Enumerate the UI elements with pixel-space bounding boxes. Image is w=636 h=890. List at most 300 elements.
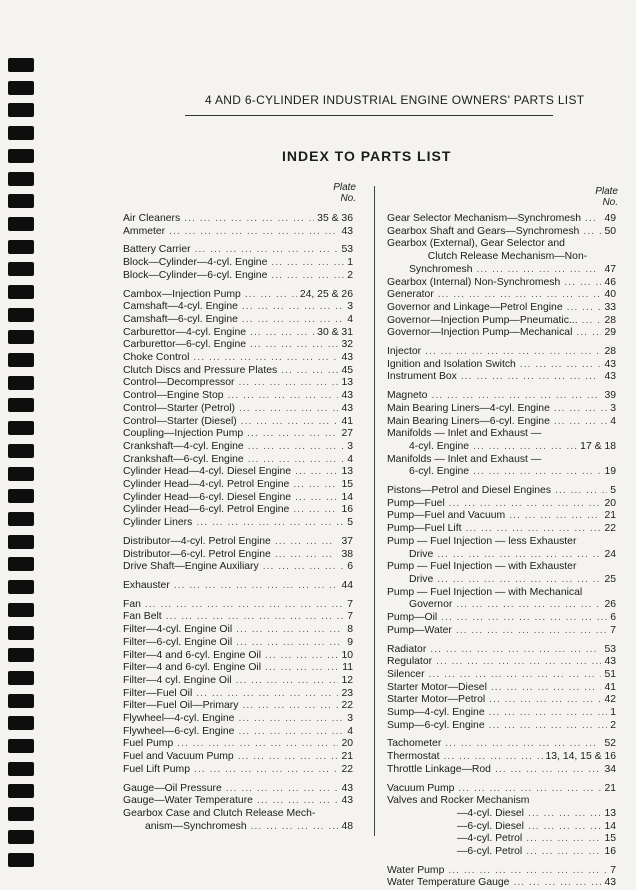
leader-dots xyxy=(232,675,339,688)
plate-number: 3 xyxy=(347,713,353,725)
leader-dots xyxy=(505,510,601,523)
entry-name: Cylinder Liners xyxy=(123,517,193,529)
plate-number: 13 xyxy=(604,807,616,819)
plate-number: 5 xyxy=(610,485,616,497)
leader-dots xyxy=(433,574,601,587)
plate-number: 4 xyxy=(610,415,616,427)
leader-dots xyxy=(433,549,601,562)
leader-dots xyxy=(222,783,339,796)
plate-number: 38 xyxy=(341,548,353,560)
entry-name: Battery Carrier xyxy=(123,244,191,256)
leader-dots xyxy=(241,289,297,302)
plate-number: 14 xyxy=(341,491,353,503)
leader-dots xyxy=(261,650,338,663)
plate-number: 20 xyxy=(341,738,353,750)
entry-name: Injector xyxy=(387,346,422,358)
index-entry xyxy=(123,314,353,327)
leader-dots xyxy=(522,846,601,859)
leader-dots xyxy=(560,277,601,290)
entry-name: Pump—Water xyxy=(387,624,452,636)
index-entry xyxy=(387,428,616,453)
leader-dots xyxy=(485,707,608,720)
binding-hole xyxy=(8,330,34,344)
plate-number: 6 xyxy=(347,561,353,573)
entry-line: Synchromesh xyxy=(409,263,473,275)
index-entry xyxy=(387,751,616,764)
leader-dots xyxy=(244,454,345,467)
index-entry xyxy=(123,454,353,467)
index-entry xyxy=(123,580,353,593)
plate-number: 20 xyxy=(604,497,616,509)
entry-name: Magneto xyxy=(387,390,428,402)
plate-number: 40 xyxy=(604,289,616,301)
plate-number: 16 xyxy=(341,504,353,516)
index-entry xyxy=(387,403,616,416)
leader-dots xyxy=(551,485,607,498)
plate-number: 35 & 36 xyxy=(317,213,353,224)
index-entry xyxy=(387,536,616,561)
entry-line: Gearbox (External), Gear Selector and xyxy=(387,238,565,250)
entry-name: Camshaft—6-cyl. Engine xyxy=(123,313,238,325)
leader-dots xyxy=(237,416,339,429)
index-entry xyxy=(387,783,616,796)
entry-line: Manifolds — Inlet and Exhaust — xyxy=(387,428,542,440)
leader-dots xyxy=(247,821,339,834)
entry-name: Gearbox Shaft and Gears—Synchromesh xyxy=(387,225,580,237)
index-entry xyxy=(123,301,353,314)
leader-dots xyxy=(289,479,338,492)
leader-dots xyxy=(485,720,608,733)
plate-number: 22 xyxy=(604,523,616,535)
leader-dots xyxy=(516,359,602,372)
index-entry xyxy=(387,833,616,846)
leader-dots xyxy=(232,637,344,650)
index-entry xyxy=(387,682,616,695)
entry-name: Fuel and Vacuum Pump xyxy=(123,751,234,763)
entry-name: —4-cyl. Diesel xyxy=(457,807,524,819)
leader-dots xyxy=(235,403,338,416)
binding-hole xyxy=(8,172,34,186)
binding-hole xyxy=(8,807,34,821)
entry-name: Distributor—4-cyl. Petrol Engine xyxy=(123,535,271,547)
index-entry xyxy=(387,612,616,625)
leader-dots xyxy=(578,315,602,328)
entry-name: Filter—Fuel Oil—Primary xyxy=(123,700,239,712)
entry-line: Pump — Fuel Injection — with Mechanical xyxy=(387,586,583,598)
index-entry xyxy=(123,808,353,833)
plate-number: 13, 14, 15 & 16 xyxy=(545,751,616,763)
plate-number: 43 xyxy=(341,402,353,414)
plate-number: 5 xyxy=(347,517,353,529)
leader-dots xyxy=(462,523,602,536)
binding-hole xyxy=(8,353,34,367)
binding-hole xyxy=(8,762,34,776)
entry-line: Clutch Release Mechanism—Non- xyxy=(427,251,588,263)
index-entry xyxy=(387,346,616,359)
binding-hole xyxy=(8,784,34,798)
entry-line: Pump — Fuel Injection — less Exhauster xyxy=(387,535,577,547)
plate-no-label-left: Plate No. xyxy=(333,182,356,204)
plate-number: 25 xyxy=(604,573,616,585)
leader-dots xyxy=(253,795,338,808)
leader-dots xyxy=(421,346,601,359)
binding-hole xyxy=(8,421,34,435)
index-entry xyxy=(387,669,616,682)
plate-number: 27 xyxy=(341,428,353,440)
index-entry xyxy=(123,289,353,302)
leader-dots xyxy=(192,517,344,530)
entry-name: Filter—4 cyl. Engine Oil xyxy=(123,674,232,686)
leader-dots xyxy=(454,783,601,796)
index-entry xyxy=(123,700,353,713)
plate-number: 9 xyxy=(347,636,353,648)
index-entry xyxy=(387,694,616,707)
plate-number: 52 xyxy=(604,738,616,750)
leader-dots xyxy=(162,611,345,624)
page-header: 4 AND 6-CYLINDER INDUSTRIAL ENGINE OWNERS' PARTS LIST xyxy=(205,93,585,107)
plate-number: 34 xyxy=(604,763,616,775)
index-entry xyxy=(387,707,616,720)
index-entry xyxy=(123,561,353,574)
entry-name: Filter—4-cyl. Engine Oil xyxy=(123,624,233,636)
binding-hole xyxy=(8,853,34,867)
entry-name: Governor—Injection Pump—Mechanical xyxy=(387,327,573,339)
leader-dots xyxy=(572,327,601,340)
entry-name: Thermostat xyxy=(387,751,440,763)
leader-dots xyxy=(261,662,339,675)
index-column-right xyxy=(387,213,616,890)
plate-number: 28 xyxy=(604,346,616,358)
plate-number: 10 xyxy=(341,649,353,661)
leader-dots xyxy=(524,808,601,821)
leader-dots xyxy=(190,764,338,777)
leader-dots xyxy=(238,314,344,327)
index-entry xyxy=(387,656,616,669)
index-entry xyxy=(123,377,353,390)
leader-dots xyxy=(550,416,607,429)
entry-name: Fan xyxy=(123,598,141,610)
entry-line: Pump — Fuel Injection — with Exhauster xyxy=(387,561,577,573)
leader-dots xyxy=(432,656,601,669)
leader-dots xyxy=(457,371,602,384)
entry-name: Gauge—Oil Pressure xyxy=(123,782,222,794)
plate-number: 15 xyxy=(604,833,616,845)
entry-name: Camshaft—4-cyl. Engine xyxy=(123,301,238,313)
entry-name: Control—Starter (Petrol) xyxy=(123,402,236,414)
entry-name: Flywheel—6-cyl. Engine xyxy=(123,725,235,737)
plate-number: 29 xyxy=(604,327,616,339)
entry-name: Gauge—Water Temperature xyxy=(123,795,253,807)
entry-line: Governor xyxy=(409,599,453,611)
binding-hole xyxy=(8,240,34,254)
entry-name: Starter Motor—Diesel xyxy=(387,681,487,693)
entry-name: Silencer xyxy=(387,668,425,680)
binding-hole xyxy=(8,535,34,549)
plate-number: 12 xyxy=(341,674,353,686)
index-entry xyxy=(123,536,353,549)
index-entry xyxy=(387,561,616,586)
binding-hole xyxy=(8,217,34,231)
leader-dots xyxy=(469,441,577,454)
binding-hole xyxy=(8,444,34,458)
entry-name: —4-cyl. Petrol xyxy=(457,833,523,845)
plate-number: 26 xyxy=(604,599,616,611)
index-entry xyxy=(123,441,353,454)
leader-dots xyxy=(271,549,339,562)
entry-name: Pump—Fuel and Vacuum xyxy=(387,510,506,522)
leader-dots xyxy=(271,536,339,549)
index-entry xyxy=(123,213,353,226)
entry-line: 4-cyl. Engine xyxy=(409,440,470,452)
plate-number: 37 xyxy=(341,535,353,547)
plate-number: 19 xyxy=(604,466,616,478)
binding-hole xyxy=(8,398,34,412)
leader-dots xyxy=(232,624,344,637)
leader-dots xyxy=(165,226,338,239)
index-entry xyxy=(387,390,616,403)
leader-dots xyxy=(550,403,607,416)
plate-number: 43 xyxy=(341,795,353,807)
plate-number: 14 xyxy=(604,820,616,832)
entry-name: Pump—Oil xyxy=(387,612,438,624)
binding-hole xyxy=(8,489,34,503)
index-entry xyxy=(387,226,616,239)
index-entry xyxy=(123,517,353,530)
leader-dots xyxy=(192,688,338,701)
entry-name: —6-cyl. Diesel xyxy=(457,820,524,832)
plate-number: 23 xyxy=(341,687,353,699)
entry-name: Sump—4-cyl. Engine xyxy=(387,707,485,719)
index-entry xyxy=(123,726,353,739)
plate-number: 24, 25 & 26 xyxy=(299,288,353,300)
entry-name: Distributor—6-cyl. Petrol Engine xyxy=(123,548,271,560)
leader-dots xyxy=(234,713,344,726)
entry-line: Gearbox Case and Clutch Release Mech- xyxy=(123,807,316,819)
index-entry xyxy=(387,238,616,276)
entry-name: Governor and Linkage—Petrol Engine xyxy=(387,301,563,313)
index-entry xyxy=(387,523,616,536)
binding-hole xyxy=(8,716,34,730)
plate-number: 47 xyxy=(604,263,616,275)
index-entry xyxy=(387,416,616,429)
index-entry xyxy=(123,795,353,808)
entry-name: Sump—6-cyl. Engine xyxy=(387,719,485,731)
binding-hole xyxy=(8,580,34,594)
leader-dots xyxy=(487,682,602,695)
plate-number: 48 xyxy=(341,820,353,832)
leader-dots xyxy=(277,365,338,378)
plate-number: 43 xyxy=(341,390,353,402)
index-entry xyxy=(387,808,616,821)
entry-name: Cylinder Head—4-cyl. Petrol Engine xyxy=(123,479,290,491)
binding-hole xyxy=(8,376,34,390)
leader-dots xyxy=(440,751,543,764)
plate-number: 44 xyxy=(341,579,353,591)
index-entry xyxy=(123,416,353,429)
index-entry xyxy=(123,504,353,517)
plate-number: 4 xyxy=(347,313,353,325)
plate-number: 7 xyxy=(347,598,353,610)
entry-name: Gear Selector Mechanism—Synchromesh xyxy=(387,213,582,224)
entry-name: Vacuum Pump xyxy=(387,782,455,794)
index-entry xyxy=(123,428,353,441)
index-entry xyxy=(123,352,353,365)
entry-name: Main Bearing Liners—4-cyl. Engine xyxy=(387,402,550,414)
plate-number: 43 xyxy=(604,656,616,668)
leader-dots xyxy=(563,302,602,315)
index-entry xyxy=(387,315,616,328)
index-entry xyxy=(123,466,353,479)
binding-hole xyxy=(8,285,34,299)
index-entry xyxy=(387,821,616,834)
index-entry xyxy=(123,270,353,283)
plate-number: 4 xyxy=(347,725,353,737)
leader-dots xyxy=(452,599,601,612)
entry-name: Water Pump xyxy=(387,864,445,876)
plate-number: 41 xyxy=(341,415,353,427)
entry-name: Tachometer xyxy=(387,738,442,750)
leader-dots xyxy=(522,833,601,846)
index-entry xyxy=(387,644,616,657)
index-entry xyxy=(387,795,616,808)
plate-number: 22 xyxy=(341,763,353,775)
index-entry xyxy=(387,327,616,340)
leader-dots xyxy=(473,264,602,277)
index-entry xyxy=(387,720,616,733)
entry-name: Pistons—Petrol and Diesel Engines xyxy=(387,485,552,497)
leader-dots xyxy=(267,270,344,283)
index-entry xyxy=(387,277,616,290)
binding-hole xyxy=(8,557,34,571)
plate-number: 28 xyxy=(604,314,616,326)
entry-name: Radiator xyxy=(387,643,427,655)
binding-hole xyxy=(8,830,34,844)
plate-number: 15 xyxy=(341,479,353,491)
leader-dots xyxy=(426,644,601,657)
plate-number: 39 xyxy=(604,390,616,402)
binding-hole xyxy=(8,103,34,117)
plate-number: 43 xyxy=(341,782,353,794)
entry-name: Filter—4 and 6-cyl. Engine Oil xyxy=(123,662,262,674)
plate-number: 3 xyxy=(347,301,353,313)
leader-dots xyxy=(234,726,344,739)
plate-number: 13 xyxy=(341,377,353,389)
plate-number: 43 xyxy=(604,358,616,370)
index-entry xyxy=(123,244,353,257)
index-column-left xyxy=(123,213,353,833)
index-entry xyxy=(123,365,353,378)
index-entry xyxy=(123,549,353,562)
index-entry xyxy=(123,751,353,764)
leader-dots xyxy=(509,877,601,890)
index-entry xyxy=(387,764,616,777)
binding-hole xyxy=(8,262,34,276)
entry-name: Filter—6-cyl. Engine Oil xyxy=(123,636,233,648)
index-entry xyxy=(123,479,353,492)
plate-number: 51 xyxy=(604,668,616,680)
index-entry xyxy=(387,213,616,226)
entry-name: Generator xyxy=(387,289,434,301)
plate-number: 45 xyxy=(341,364,353,376)
binding-hole xyxy=(8,694,34,708)
entry-name: Carburettor—4-cyl. Engine xyxy=(123,326,247,338)
entry-name: —6-cyl. Petrol xyxy=(457,846,523,858)
plate-number: 7 xyxy=(610,624,616,636)
entry-line: Drive xyxy=(409,573,434,585)
index-entry xyxy=(387,289,616,302)
leader-dots xyxy=(243,428,338,441)
leader-dots xyxy=(141,599,344,612)
entry-name: Clutch Discs and Pressure Plates xyxy=(123,364,278,376)
plate-number: 33 xyxy=(604,301,616,313)
leader-dots xyxy=(437,612,607,625)
leader-dots xyxy=(441,738,601,751)
binding-hole xyxy=(8,126,34,140)
leader-dots xyxy=(291,466,338,479)
leader-dots xyxy=(189,352,338,365)
index-entry xyxy=(387,454,616,479)
entry-name: Cambox—Injection Pump xyxy=(123,288,241,300)
index-entry xyxy=(123,637,353,650)
leader-dots xyxy=(491,764,601,777)
plate-number: 21 xyxy=(604,510,616,522)
index-entry xyxy=(123,713,353,726)
index-entry xyxy=(123,624,353,637)
leader-dots xyxy=(238,301,344,314)
plate-number: 17 & 18 xyxy=(580,440,616,452)
entry-name: Carburettor—6-cyl. Engine xyxy=(123,339,247,351)
leader-dots xyxy=(524,821,601,834)
entry-name: Ignition and Isolation Switch xyxy=(387,358,516,370)
entry-name: Control—Engine Stop xyxy=(123,390,224,402)
leader-dots xyxy=(445,498,602,511)
leader-dots xyxy=(191,244,339,257)
plate-number: 43 xyxy=(604,371,616,383)
plate-number: 50 xyxy=(604,225,616,237)
entry-name: Cylinder Head—6-cyl. Diesel Engine xyxy=(123,491,292,503)
index-entry xyxy=(123,688,353,701)
index-entry xyxy=(123,403,353,416)
index-entry xyxy=(123,783,353,796)
entry-name: Coupling—Injection Pump xyxy=(123,428,244,440)
leader-dots xyxy=(170,580,339,593)
index-entry xyxy=(123,662,353,675)
entry-line: Drive xyxy=(409,548,434,560)
plate-number: 2 xyxy=(347,269,353,281)
binding-hole xyxy=(8,81,34,95)
leader-dots xyxy=(291,492,338,505)
index-entry xyxy=(387,359,616,372)
entry-name: Gearbox (Internal) Non-Synchromesh xyxy=(387,276,561,288)
entry-name: Throttle Linkage—Rod xyxy=(387,763,491,775)
entry-name: Control—Starter (Diesel) xyxy=(123,415,237,427)
plate-number: 3 xyxy=(347,440,353,452)
binding-hole xyxy=(8,194,34,208)
entry-name: Crankshaft—6-cyl. Engine xyxy=(123,453,244,465)
binding-hole xyxy=(8,739,34,753)
plate-number: 2 xyxy=(610,719,616,731)
leader-dots xyxy=(173,738,338,751)
index-entry xyxy=(387,846,616,859)
entry-name: Water Temperature Gauge xyxy=(387,877,510,889)
plate-number: 7 xyxy=(610,864,616,876)
index-entry xyxy=(123,764,353,777)
plate-number: 32 xyxy=(341,339,353,351)
plate-number: 8 xyxy=(347,624,353,636)
plate-number: 42 xyxy=(604,694,616,706)
index-entry xyxy=(123,339,353,352)
entry-name: Governor—Injection Pump—Pneumatic... xyxy=(387,314,578,326)
